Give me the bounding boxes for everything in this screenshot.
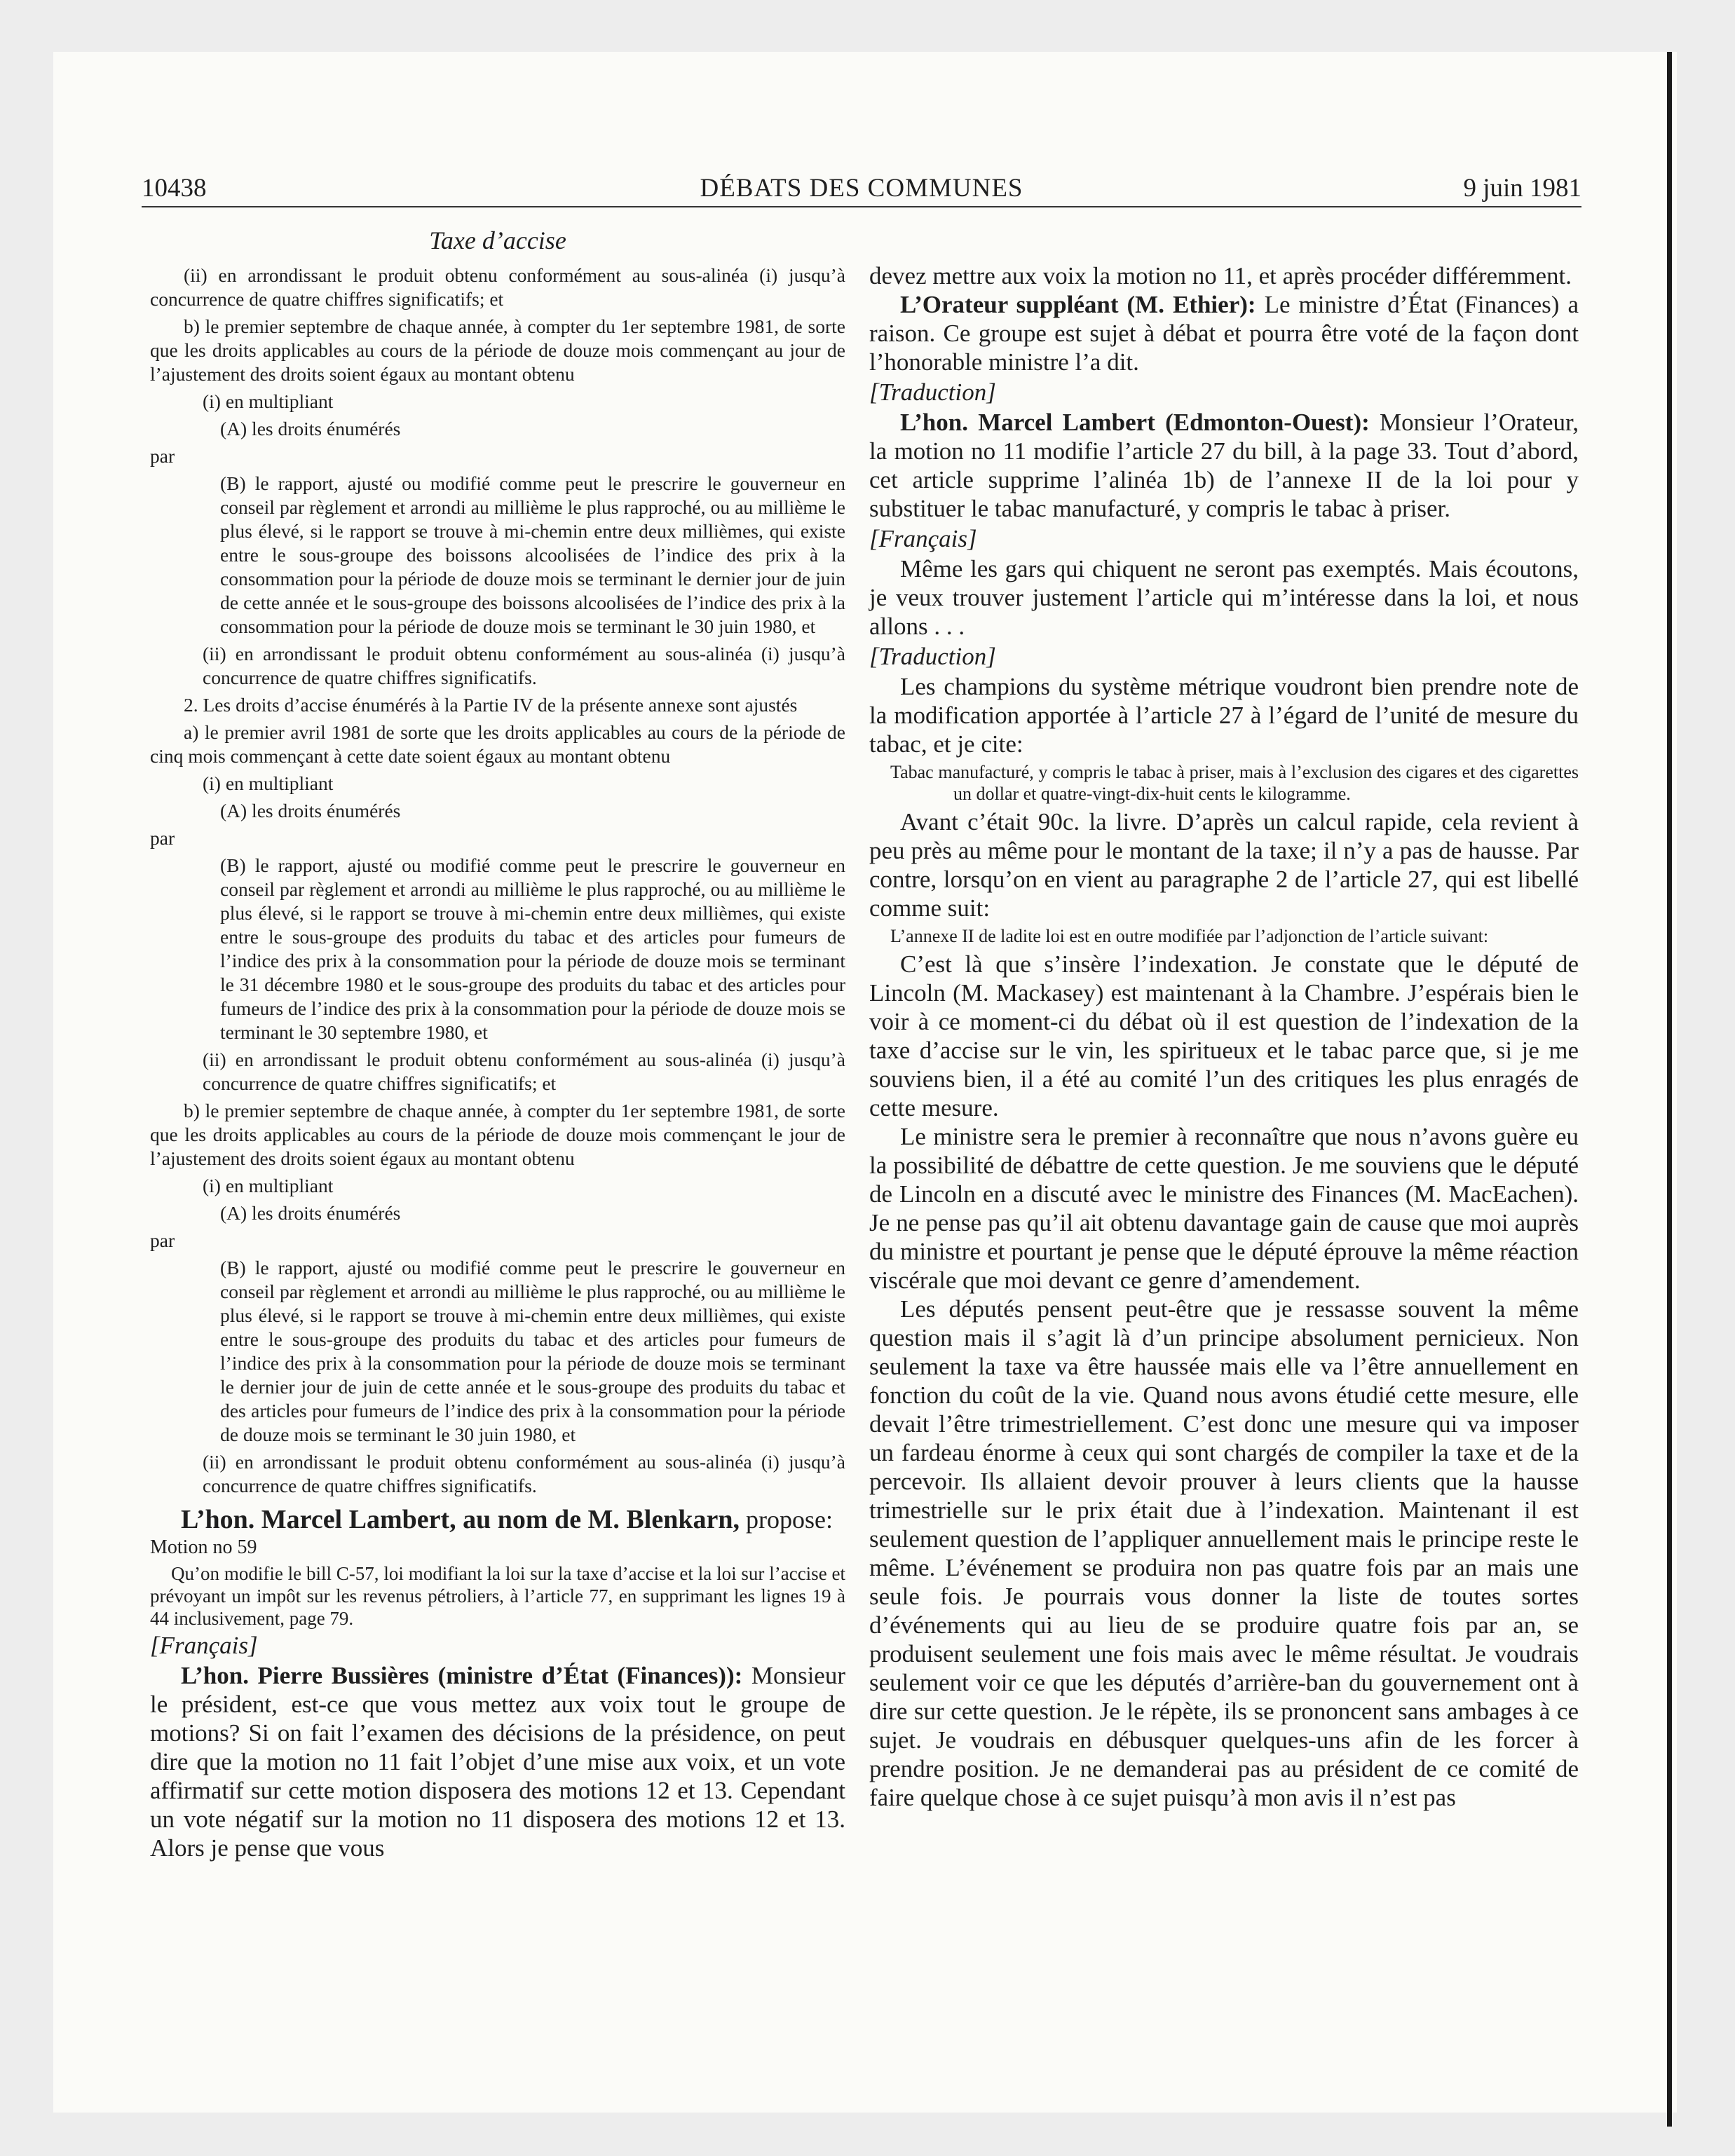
speech-paragraph: Le ministre sera le premier à reconnaître que nous n’avons guère eu la possibilité de débattre de cette question. Je me souviens que le député de Lincoln en a discuté avec le ministre des Finances (M. MacEachen). Je ne pense pas qu’il ait obtenu davantage gain de cause que moi auprès du ministre et pourtant je pense que le député éprouve la même réaction viscérale que moi devant ce genre d’amendement.	[869, 1123, 1579, 1294]
speech-paragraph: Même les gars qui chiquent ne seront pas exemptés. Mais écoutons, je veux trouver justement l’article qui m’intéresse dans la loi, et nous allons . . .	[869, 555, 1579, 640]
speech-paragraph: Les députés pensent peut-être que je ressasse souvent la même question mais il s’agit là d’un principe absolument pernicieux. Non seulement la taxe va être haussée mais elle va l’être annuellement en fonction du coût de la vie. Quand nous avons étudié cette mesure, elle devait l’être trimestriellement. C’est donc une mesure qui va imposer un fardeau énorme à ceux qui sont chargés de compiler la taxe et de la percevoir. Ils allaient devoir prouver à leurs clients que la hausse trimestrielle sur le prix était due à l’indexation. Maintenant il est seulement question de l’appliquer annuellement mais le principe reste le même. L’événement se produira non pas quatre fois par an mais une seule fois. Je pourrais vous donner la liste de toutes sortes d’événements qui au lieu de se produire quatre fois par an, se produisent seulement une fois mais avec le même résultat. Je voudrais seulement voir ce que les députés d’arrière-ban du gouvernement ont à dire sur cette question. Je le répète, ils se prononcent sans ambages à ce sujet. Je voudrais en débusquer quelques-uns afin de les forcer à prendre position. Je ne demanderai pas au président de ce comité de faire quelque chose à ce sujet puisqu’à mon avis il n’est pas	[869, 1295, 1579, 1811]
statute-paragraph: b) le premier septembre de chaque année, à compter du 1er septembre 1981, de sorte que les droits applicables au cours de la période de douze mois commençant au jour de l’ajustement des droits soient égaux au montant obtenu	[150, 315, 845, 385]
quoted-statute	[869, 761, 1579, 805]
scan-edge-rule	[1667, 52, 1672, 2127]
speech-paragraph: Avant c’était 90c. la livre. D’après un calcul rapide, cela revient à peu près au même pour le montant de la taxe; il n’y a pas de hausse. Par contre, lorsqu’on en vient au paragraphe 2 de l’article 27, qui est libellé comme suit:	[869, 808, 1579, 922]
page-header	[142, 172, 1581, 205]
quote-text: Tabac manufacturé, y compris le tabac à priser, mais à l’exclusion des cigares et des cigarettes	[890, 762, 1579, 782]
motion-heading	[150, 1503, 845, 1536]
statute-paragraph: par	[150, 1229, 175, 1251]
statute-paragraph: par	[150, 827, 175, 849]
speech-text: Monsieur le président, est-ce que vous mettez aux voix tout le groupe de motions? Si on fait l’examen des décisions de la présidence, on peut dire que la motion no 11 fait l’objet d’une mise aux voix, et un vote affirmatif sur cette motion disposera des motions 12 et 13. Cependant un vote négatif sur la motion no 11 disposera des motions 12 et 13. Alors je pense que vous	[150, 1662, 845, 1862]
speech-paragraph	[150, 1661, 845, 1862]
statute-paragraph: (ii) en arrondissant le produit obtenu conformément au sous-alinéa (i) jusqu’à concurrence de quatre chiffres significatifs.	[203, 643, 845, 688]
speech-text: Monsieur l’Orateur, la motion no 11 modifie l’article 27 du bill, à la page 33. Tout d’abord, cet article supprime l’alinéa 1b) de l’annexe II de la loi pour y substituer le tabac manufacturé, y compris le tabac à priser.	[869, 409, 1579, 522]
statute-paragraph: a) le premier avril 1981 de sorte que les droits applicables au cours de la période de cinq mois commençant à cette date soient égaux au montant obtenu	[150, 721, 845, 767]
running-title: DÉBATS DES COMMUNES	[700, 174, 1023, 203]
speech-paragraph: Les champions du système métrique voudront bien prendre note de la modification apportée à l’article 27 à l’égard de l’unité de mesure du tabac, et je cite:	[869, 673, 1579, 758]
quoted-statute: L’annexe II de ladite loi est en outre modifiée par l’adjonction de l’article suivant:	[890, 926, 1489, 946]
language-marker: [Français]	[150, 1632, 258, 1659]
speaker-name: L’Orateur suppléant (M. Ethier):	[900, 291, 1256, 318]
speech-paragraph	[869, 408, 1579, 523]
motion-number: Motion no 59	[150, 1536, 257, 1558]
page-date: 9 juin 1981	[1463, 174, 1581, 203]
motion-verb: propose:	[745, 1506, 833, 1534]
statute-paragraph: (A) les droits énumérés	[220, 800, 401, 821]
speech-paragraph	[869, 290, 1579, 376]
statute-paragraph: (B) le rapport, ajusté ou modifié comme peut le prescrire le gouverneur en conseil par règlement et arrondi au millième le plus rapproché, ou au millième le plus élevé, si le rapport se trouve à mi-chemin entre deux millièmes, qui existe entre le sous-groupe des produits du tabac et des articles pour fumeurs de l’indice des prix à la consommation pour la période de douze mois se terminant le 31 décembre 1980 et le sous-groupe des produits du tabac et des articles pour fumeurs de l’indice des prix à la consommation pour la période de douze mois se terminant le 30 septembre 1980, et	[220, 854, 845, 1043]
section-title: Taxe d’accise	[429, 226, 566, 254]
page-number: 10438	[142, 174, 207, 203]
statute-paragraph: 2. Les droits d’accise énumérés à la Partie IV de la présente annexe sont ajustés	[184, 694, 798, 716]
speech-continuation: devez mettre aux voix la motion no 11, et après procéder différemment.	[869, 262, 1572, 289]
language-marker: [Traduction]	[869, 643, 996, 670]
motion-text: Qu’on modifie le bill C-57, loi modifiant la loi sur la taxe d’accise et la loi sur l’accise et prévoyant un impôt sur les revenus pétroliers, à l’article 77, en supprimant les lignes 19 à 44 inclusivement, page 79.	[150, 1563, 845, 1629]
speech-paragraph: C’est là que s’insère l’indexation. Je constate que le député de Lincoln (M. Mackasey) est maintenant à la Chambre. J’espérais bien le voir à ce moment-ci du débat où il est question de l’indexation de la taxe d’accise sur le vin, les spiritueux et le tabac parce que, si je me souviens bien, il a été au comité l’un des critiques les plus enragés de cette mesure.	[869, 950, 1579, 1121]
speaker-name: L’hon. Marcel Lambert (Edmonton-Ouest):	[900, 409, 1370, 436]
quote-rate: un dollar et quatre-vingt-dix-huit cents le kilogramme.	[953, 784, 1351, 804]
left-column	[150, 224, 845, 2047]
statute-paragraph: (A) les droits énumérés	[220, 418, 401, 439]
statute-paragraph: (A) les droits énumérés	[220, 1202, 401, 1224]
speech-text: Le ministre d’État (Finances) a raison. Ce groupe est sujet à débat et pourra être voté de la façon dont l’honorable ministre l’a dit.	[869, 291, 1579, 376]
statute-paragraph: par	[150, 445, 175, 467]
statute-paragraph: (ii) en arrondissant le produit obtenu conformément au sous-alinéa (i) jusqu’à concurrence de quatre chiffres significatifs.	[203, 1451, 845, 1496]
motion-speaker: L’hon. Marcel Lambert, au nom de M. Blenkarn,	[181, 1505, 740, 1534]
statute-paragraph: (ii) en arrondissant le produit obtenu conformément au sous-alinéa (i) jusqu’à concurrence de quatre chiffres significatifs; et	[150, 264, 845, 310]
statute-paragraph: (i) en multipliant	[203, 772, 334, 794]
right-column	[869, 261, 1579, 2084]
statute-paragraph: (i) en multipliant	[203, 1175, 334, 1196]
statute-paragraph: (i) en multipliant	[203, 390, 334, 412]
language-marker: [Français]	[869, 525, 977, 552]
statute-paragraph: (ii) en arrondissant le produit obtenu conformément au sous-alinéa (i) jusqu’à concurrence de quatre chiffres significatifs; et	[203, 1049, 845, 1094]
language-marker: [Traduction]	[869, 378, 996, 406]
statute-paragraph: (B) le rapport, ajusté ou modifié comme peut le prescrire le gouverneur en conseil par règlement et arrondi au millième le plus rapproché, ou au millième le plus élevé, si le rapport se trouve à mi-chemin entre deux millièmes, qui existe entre le sous-groupe des boissons alcoolisées de l’indice des prix à la consommation pour la période de douze mois se terminant le dernier jour de juin de cette année et le sous-groupe des boissons alcoolisées de l’indice des prix à la consommation pour la période de douze mois se terminant le 30 juin 1980, et	[220, 472, 845, 637]
header-rule	[142, 206, 1581, 207]
statute-paragraph: (B) le rapport, ajusté ou modifié comme peut le prescrire le gouverneur en conseil par règlement et arrondi au millième le plus rapproché, ou au millième le plus élevé, si le rapport se trouve à mi-chemin entre deux millièmes, qui existe entre le sous-groupe des produits du tabac et des articles pour fumeurs de l’indice des prix à la consommation pour la période de douze mois se terminant le dernier jour de juin de cette année et le sous-groupe des produits du tabac et des articles pour fumeurs de l’indice des prix à la consommation pour la période de douze mois se terminant le 30 juin 1980, et	[220, 1257, 845, 1445]
speaker-name: L’hon. Pierre Bussières (ministre d’État (Finances)):	[181, 1662, 743, 1689]
statute-paragraph: b) le premier septembre de chaque année, à compter du 1er septembre 1981, de sorte que les droits applicables au cours de la période de douze mois commençant le jour de l’ajustement des droits soient égaux au montant obtenu	[150, 1100, 845, 1169]
